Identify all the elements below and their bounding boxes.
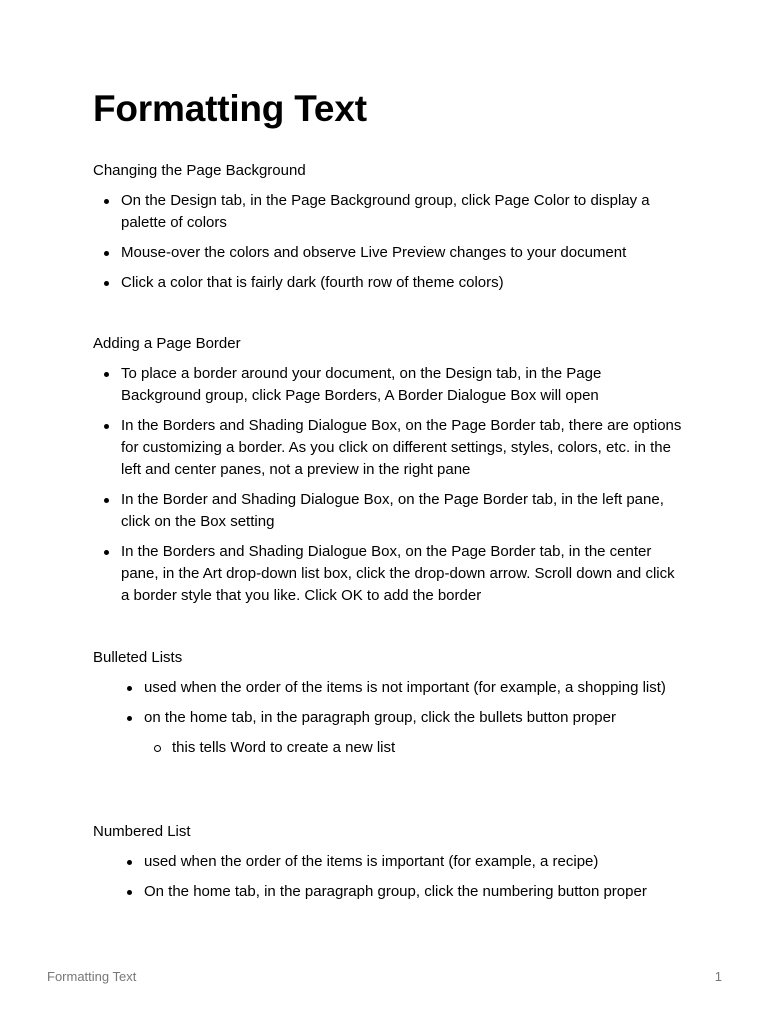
bullet-icon — [104, 251, 109, 256]
section-heading: Numbered List — [93, 823, 191, 840]
section-heading: Bulleted Lists — [93, 649, 183, 666]
sub-list-item-text: this tells Word to create a new list — [172, 739, 396, 756]
section-heading: Adding a Page Border — [93, 335, 241, 352]
list-item-text: On the home tab, in the paragraph group, click the numbering button proper — [144, 883, 647, 900]
sub-bullet-list — [93, 737, 683, 759]
list-item — [93, 415, 683, 481]
list-item-text: In the Border and Shading Dialogue Box, on the Page Border tab, in the left pane, click on the Box setting — [121, 491, 664, 530]
list-item-text: used when the order of the items is not important (for example, a shopping list) — [144, 679, 666, 696]
list-item — [93, 242, 683, 264]
section-bulleted-lists — [93, 647, 683, 759]
list-item — [93, 363, 683, 407]
page-number: 1 — [714, 969, 722, 984]
page-title: Formatting Text — [93, 88, 367, 129]
list-item-text: In the Borders and Shading Dialogue Box, on the Page Border tab, there are options for customizing a border. As you click on different settings, styles, colors, etc. in the left and center panes, not a preview in the right pane — [121, 417, 682, 478]
list-item-text: Mouse-over the colors and observe Live Preview changes to your document — [121, 244, 627, 261]
list-item-text: used when the order of the items is important (for example, a recipe) — [144, 853, 599, 870]
bullet-list — [93, 677, 683, 729]
footer-title: Formatting Text — [47, 969, 137, 984]
bullet-list — [93, 363, 683, 607]
bullet-icon — [104, 550, 109, 555]
list-item — [93, 190, 683, 234]
bullet-icon — [104, 372, 109, 377]
bullet-list — [93, 190, 683, 294]
hollow-bullet-icon — [154, 745, 161, 752]
list-item-text: To place a border around your document, on the Design tab, in the Page Background group, click Page Borders, A Border Dialogue Box will open — [121, 365, 602, 404]
list-item — [93, 707, 683, 729]
list-item-text: Click a color that is fairly dark (fourth row of theme colors) — [121, 274, 504, 291]
bullet-icon — [127, 890, 132, 895]
bullet-icon — [104, 199, 109, 204]
list-item-text: on the home tab, in the paragraph group, click the bullets button proper — [144, 709, 616, 726]
bullet-list — [93, 851, 683, 903]
list-item — [93, 541, 683, 607]
section-heading: Changing the Page Background — [93, 162, 306, 179]
bullet-icon — [104, 281, 109, 286]
list-item — [93, 881, 683, 903]
section-page-background — [93, 160, 683, 294]
list-item-text: On the Design tab, in the Page Background group, click Page Color to display a palette of colors — [121, 192, 650, 231]
list-item — [93, 272, 683, 294]
list-item-text: In the Borders and Shading Dialogue Box, on the Page Border tab, in the center pane, in the Art drop-down list box, click the drop-down arrow. Scroll down and click a border style that you like. Click OK to add the border — [121, 543, 675, 604]
sub-list-item — [93, 737, 683, 759]
section-page-border — [93, 333, 683, 607]
bullet-icon — [127, 716, 132, 721]
bullet-icon — [104, 424, 109, 429]
bullet-icon — [127, 686, 132, 691]
bullet-icon — [104, 498, 109, 503]
list-item — [93, 489, 683, 533]
list-item — [93, 677, 683, 699]
list-item — [93, 851, 683, 873]
bullet-icon — [127, 860, 132, 865]
section-numbered-list — [93, 821, 683, 903]
